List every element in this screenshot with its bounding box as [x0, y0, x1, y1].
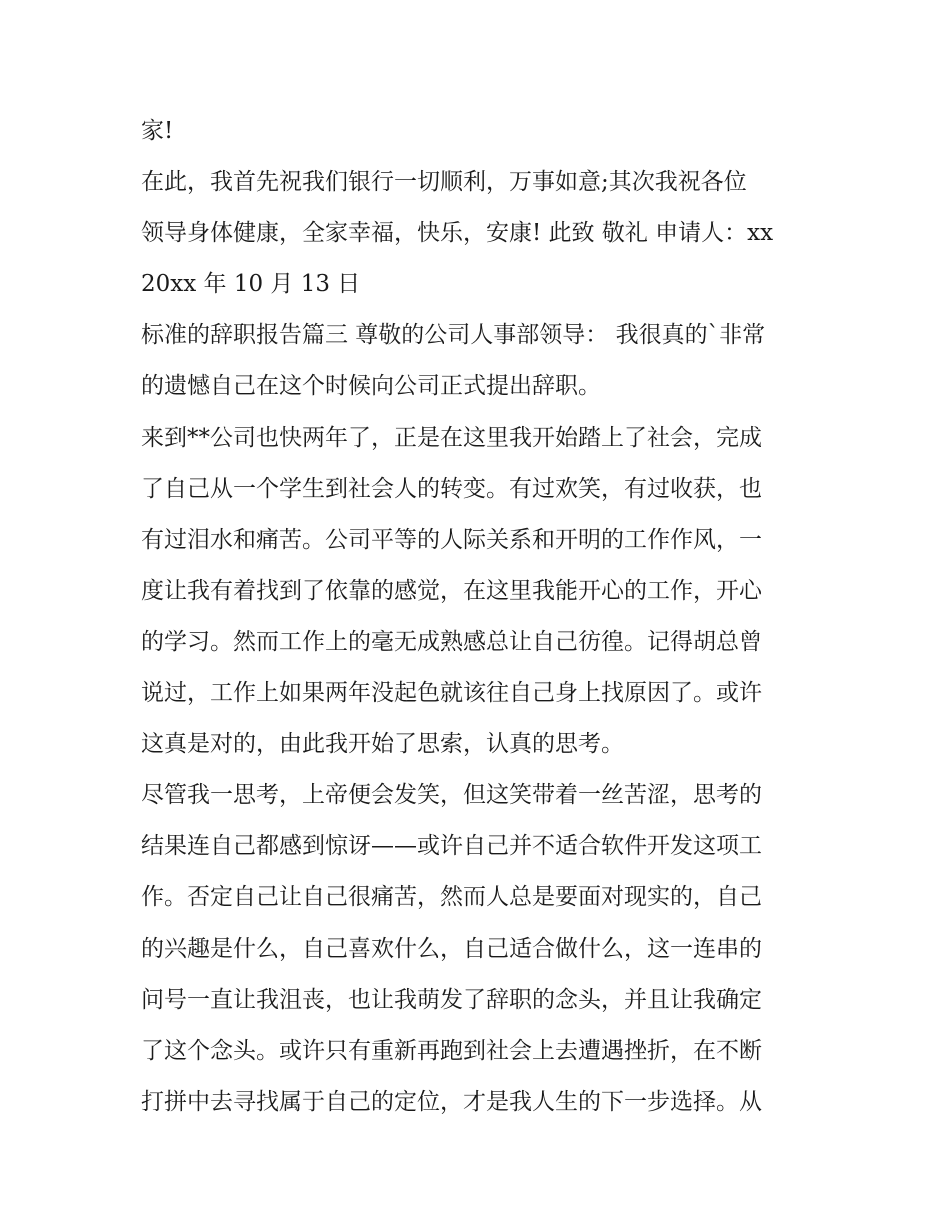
text-line: 尽管我一思考，上帝便会发笑，但这笑带着一丝苦涩，思考的 [141, 782, 762, 809]
text-line: 领导身体健康，全家幸福，快乐，安康! 此致 敬礼 申请人：xx [141, 220, 774, 247]
text-line: 打拼中去寻找属于自己的定位，才是我人生的下一步选择。从 [141, 1088, 762, 1115]
text-line: 的兴趣是什么，自己喜欢什么，自己适合做什么，这一连串的 [141, 935, 762, 962]
text-line: 问号一直让我沮丧，也让我萌发了辞职的念头，并且让我确定 [141, 986, 762, 1013]
text-line: 在此，我首先祝我们银行一切顺利，万事如意;其次我祝各位 [141, 169, 747, 196]
text-line: 的遗憾自己在这个时候向公司正式提出辞职。 [141, 373, 601, 400]
text-line: 说过，工作上如果两年没起色就该往自己身上找原因了。或许 [141, 680, 762, 707]
text-line: 来到**公司也快两年了，正是在这里我开始踏上了社会，完成 [141, 424, 762, 451]
text-line: 这真是对的，由此我开始了思索，认真的思考。 [141, 731, 624, 758]
text-line: 结果连自己都感到惊讶——或许自己并不适合软件开发这项工 [141, 833, 762, 860]
text-line: 的学习。然而工作上的毫无成熟感总让自己彷徨。记得胡总曾 [141, 628, 762, 655]
document-body [141, 106, 821, 1128]
text-line: 了自己从一个学生到社会人的转变。有过欢笑，有过收获，也 [141, 475, 762, 502]
text-line: 作。否定自己让自己很痛苦，然而人总是要面对现实的，自己 [141, 884, 762, 911]
text-line: 度让我有着找到了依靠的感觉，在这里我能开心的工作，开心 [141, 577, 762, 604]
text-line: 家! [141, 118, 174, 144]
text-line: 标准的辞职报告篇三 尊敬的公司人事部领导： 我很真的`非常 [141, 322, 766, 349]
text-line: 了这个念头。或许只有重新再跑到社会上去遭遇挫折，在不断 [141, 1037, 762, 1064]
date-line: 20xx 年 10 月 13 日 [141, 271, 361, 298]
text-line: 有过泪水和痛苦。公司平等的人际关系和开明的工作作风，一 [141, 526, 762, 553]
